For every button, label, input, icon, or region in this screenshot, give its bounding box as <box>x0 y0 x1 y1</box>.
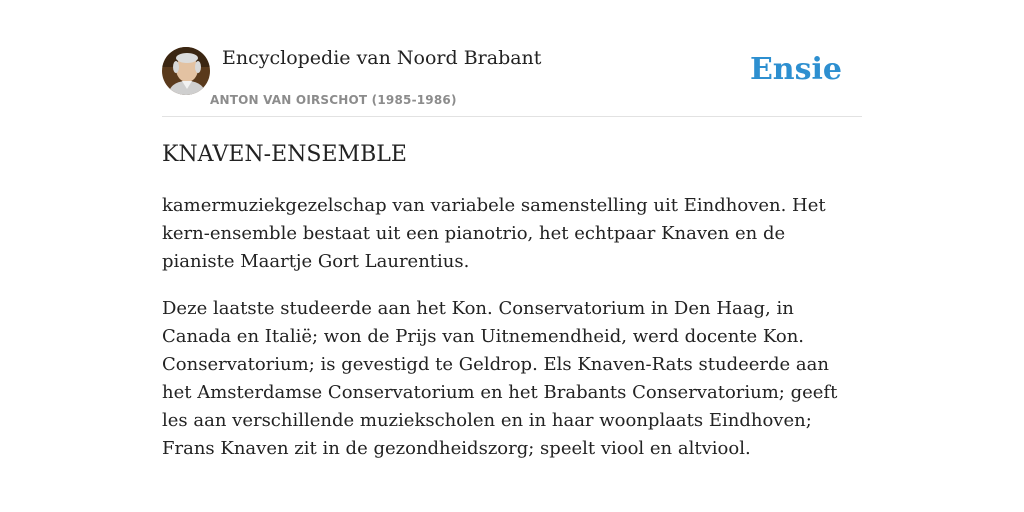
header <box>162 46 862 117</box>
article-paragraph-2: Deze laatste studeerde aan het Kon. Conservatorium in Den Haag, in Canada en Italië; won de Prijs van Uitnemendheid, werd docente Kon. Conservatorium; is gevestigd te Geldrop. Els Knaven-Rats studeerde aan het Amsterdamse Conservatorium en het Brabants Conservatorium; geeft les aan verschillende muziekscholen en in haar woonplaats Eindhoven; Frans Knaven zit in de gezondheidszorg; speelt viool en altviool. <box>162 298 838 459</box>
ensie-logo-link[interactable]: Ensie <box>749 52 842 87</box>
author-avatar[interactable] <box>162 47 210 95</box>
article-title: KNAVEN-ENSEMBLE <box>162 142 407 167</box>
author-name[interactable]: ANTON VAN OIRSCHOT (1985-1986) <box>210 93 457 107</box>
source-title[interactable]: Encyclopedie van Noord Brabant <box>222 47 542 69</box>
article-paragraph-1: kamermuziekgezelschap van variabele samenstelling uit Eindhoven. Het kern-ensemble bestaat uit een pianotrio, het echtpaar Knaven en de pianiste Maartje Gort Laurentius. <box>162 195 826 272</box>
author-portrait-image <box>162 47 210 95</box>
